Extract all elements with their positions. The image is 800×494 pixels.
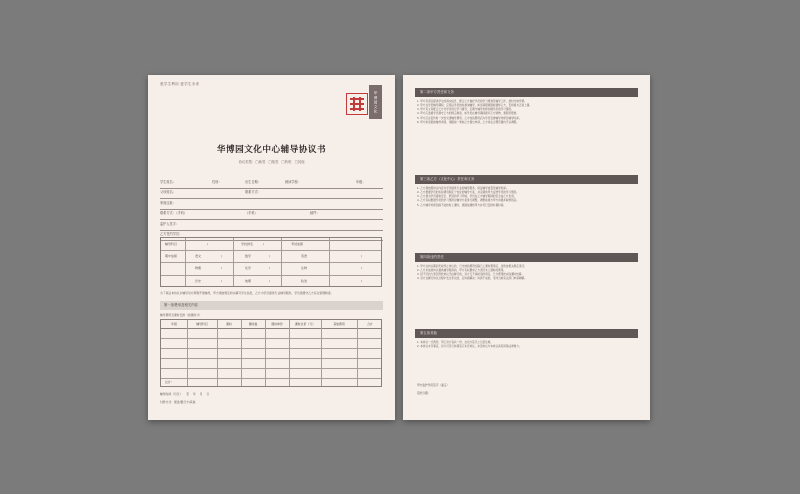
party-a-clauses: 1. 甲方有责任提供学生的真实信息，配合乙方做好学员的学习规划及辅导工作，按时交纳学费。 2. 甲方在学员辅导期间，应保证学员按时参加辅导，如需请假须提前通知乙方，否则视为正常上课。 3. 甲方有义务配合乙方对学员进行学习督导，定期与辅导老师沟通学员的学习情况。 4. 甲方应监督学员遵守乙方的规章制度，如学员在辅导期间损坏乙方财物，须照价赔偿。 5. 甲方应在签约时一次性交清辅导费用，乙方收到费用后为学员安排辅导老师及辅导时间。 6. 甲方如需更换辅导老师，须提前一周向乙方提出申请，乙方将在合理范围内予以调整。 — [417, 100, 532, 124]
other-clauses: 1. 本协议一式两份，甲乙双方各执一份，自双方签字之日起生效。 2. 本协议未尽事宜，双方可另行协商签订补充协议，补充协议与本协议具有同等法律效力。 — [417, 341, 522, 349]
subject-score-table: 辅导科目 / 学校排名 / 考试成绩 期中成绩 语文 / 数学 / 英语 / 物理 / 化学 / 生物 / 历史 / 地理 / 政治 / — [160, 237, 382, 287]
form-row[interactable]: 学生姓名： 性别： 出生日期： 就读学校： 年级： — [160, 178, 383, 189]
party-b-clauses: 1. 乙方须按照协议内容为学员提供专业的辅导服务，保证辅导质量及辅导时间。 2. 乙方根据学员的实际情况制定个性化的辅导方案，并定期向甲方反馈学员的学习情况。 3. 乙方须为学员提供安全、舒适的学习环境，学员在乙方辅导期间的安全由乙方负责。 4. 乙方有权根据学员的学习情况对辅导方案进行调整，调整前须与甲方沟通并取得同意。 5. 乙方辅导老师因故不能按时上课时，须提前通知甲方并另行安排补课时间。 — [417, 187, 519, 207]
slogan: 惠学生利用 惠学生未来 — [160, 82, 200, 86]
section-fees-heading: 第一条费用及相关内容 — [160, 301, 383, 310]
form-row[interactable]: 监护人签字： — [160, 220, 383, 231]
section-party-a-heading: 第二条甲方责任和义务 — [415, 88, 638, 97]
section-party-b-heading: 第三条乙方（文化中心）责任和义务 — [415, 175, 638, 184]
student-info-form — [160, 178, 383, 241]
fee-total-label: 总计： — [165, 380, 174, 384]
section-fees-hint: 辅导费用及课时安排（按课时计） — [160, 313, 202, 317]
form-row[interactable]: 乙方签约学员： — [160, 231, 383, 242]
fee-table: 年级 辅导科目 课时 课时数 课时单价 课时总价（元） 其他费用 合计 总计： — [160, 319, 382, 387]
logo-text: 华博园文化 — [369, 85, 382, 119]
section-other-heading: 第五条其他 — [415, 329, 638, 338]
intro-note: 为了保证本协议书辅导双方顺利开展辅导，甲方须按规定如实填写学生信息，乙方为学员提供专业辅导服务，学员须遵守乙方有关管理制度。 — [160, 291, 334, 295]
form-row[interactable]: 家庭住址： — [160, 199, 383, 210]
signing-date-field[interactable]: 签约日期： — [417, 391, 431, 395]
agreement-page-back — [403, 75, 650, 420]
tutoring-period[interactable]: 辅导时间（月日） 至 年 月 日 — [160, 392, 210, 396]
agreement-type-options[interactable]: 协议类型：□新签 □续签 □转班 □其他 — [238, 160, 305, 164]
payment-method[interactable]: 付款方式：现金/银行卡/其他 — [160, 400, 196, 404]
agreement-page-front — [148, 75, 395, 420]
form-row[interactable]: 联系方式：（手机） （手机） 邮件： — [160, 210, 383, 221]
form-row[interactable]: 父母姓名： 联系方式： — [160, 189, 383, 200]
liability-clauses: 1. 甲方在协议期间无故终止协议的，已交纳的费用扣除已上课时费用后，余款按相关规定退还。 2. 乙方未能按协议提供辅导服务的，甲方有权要求乙方退还未上课时的费用。 3. 因不可抗力原因导致协议无法履行的，双方互不承担违约责任，已交费用按实际课时结算。 4. 双方在履行协议过程中发生争议的，应协商解决；协商不成的，可向当地有关部门申请调解。 — [417, 265, 527, 281]
logo-seal-icon — [346, 93, 368, 115]
document-title: 华博园文化中心辅导协议书 — [216, 145, 327, 155]
section-liability-heading: 第四条违约责任 — [415, 253, 638, 262]
logo — [346, 85, 386, 123]
signature-field[interactable]: 甲方监护学员签字（盖章） — [417, 383, 450, 387]
